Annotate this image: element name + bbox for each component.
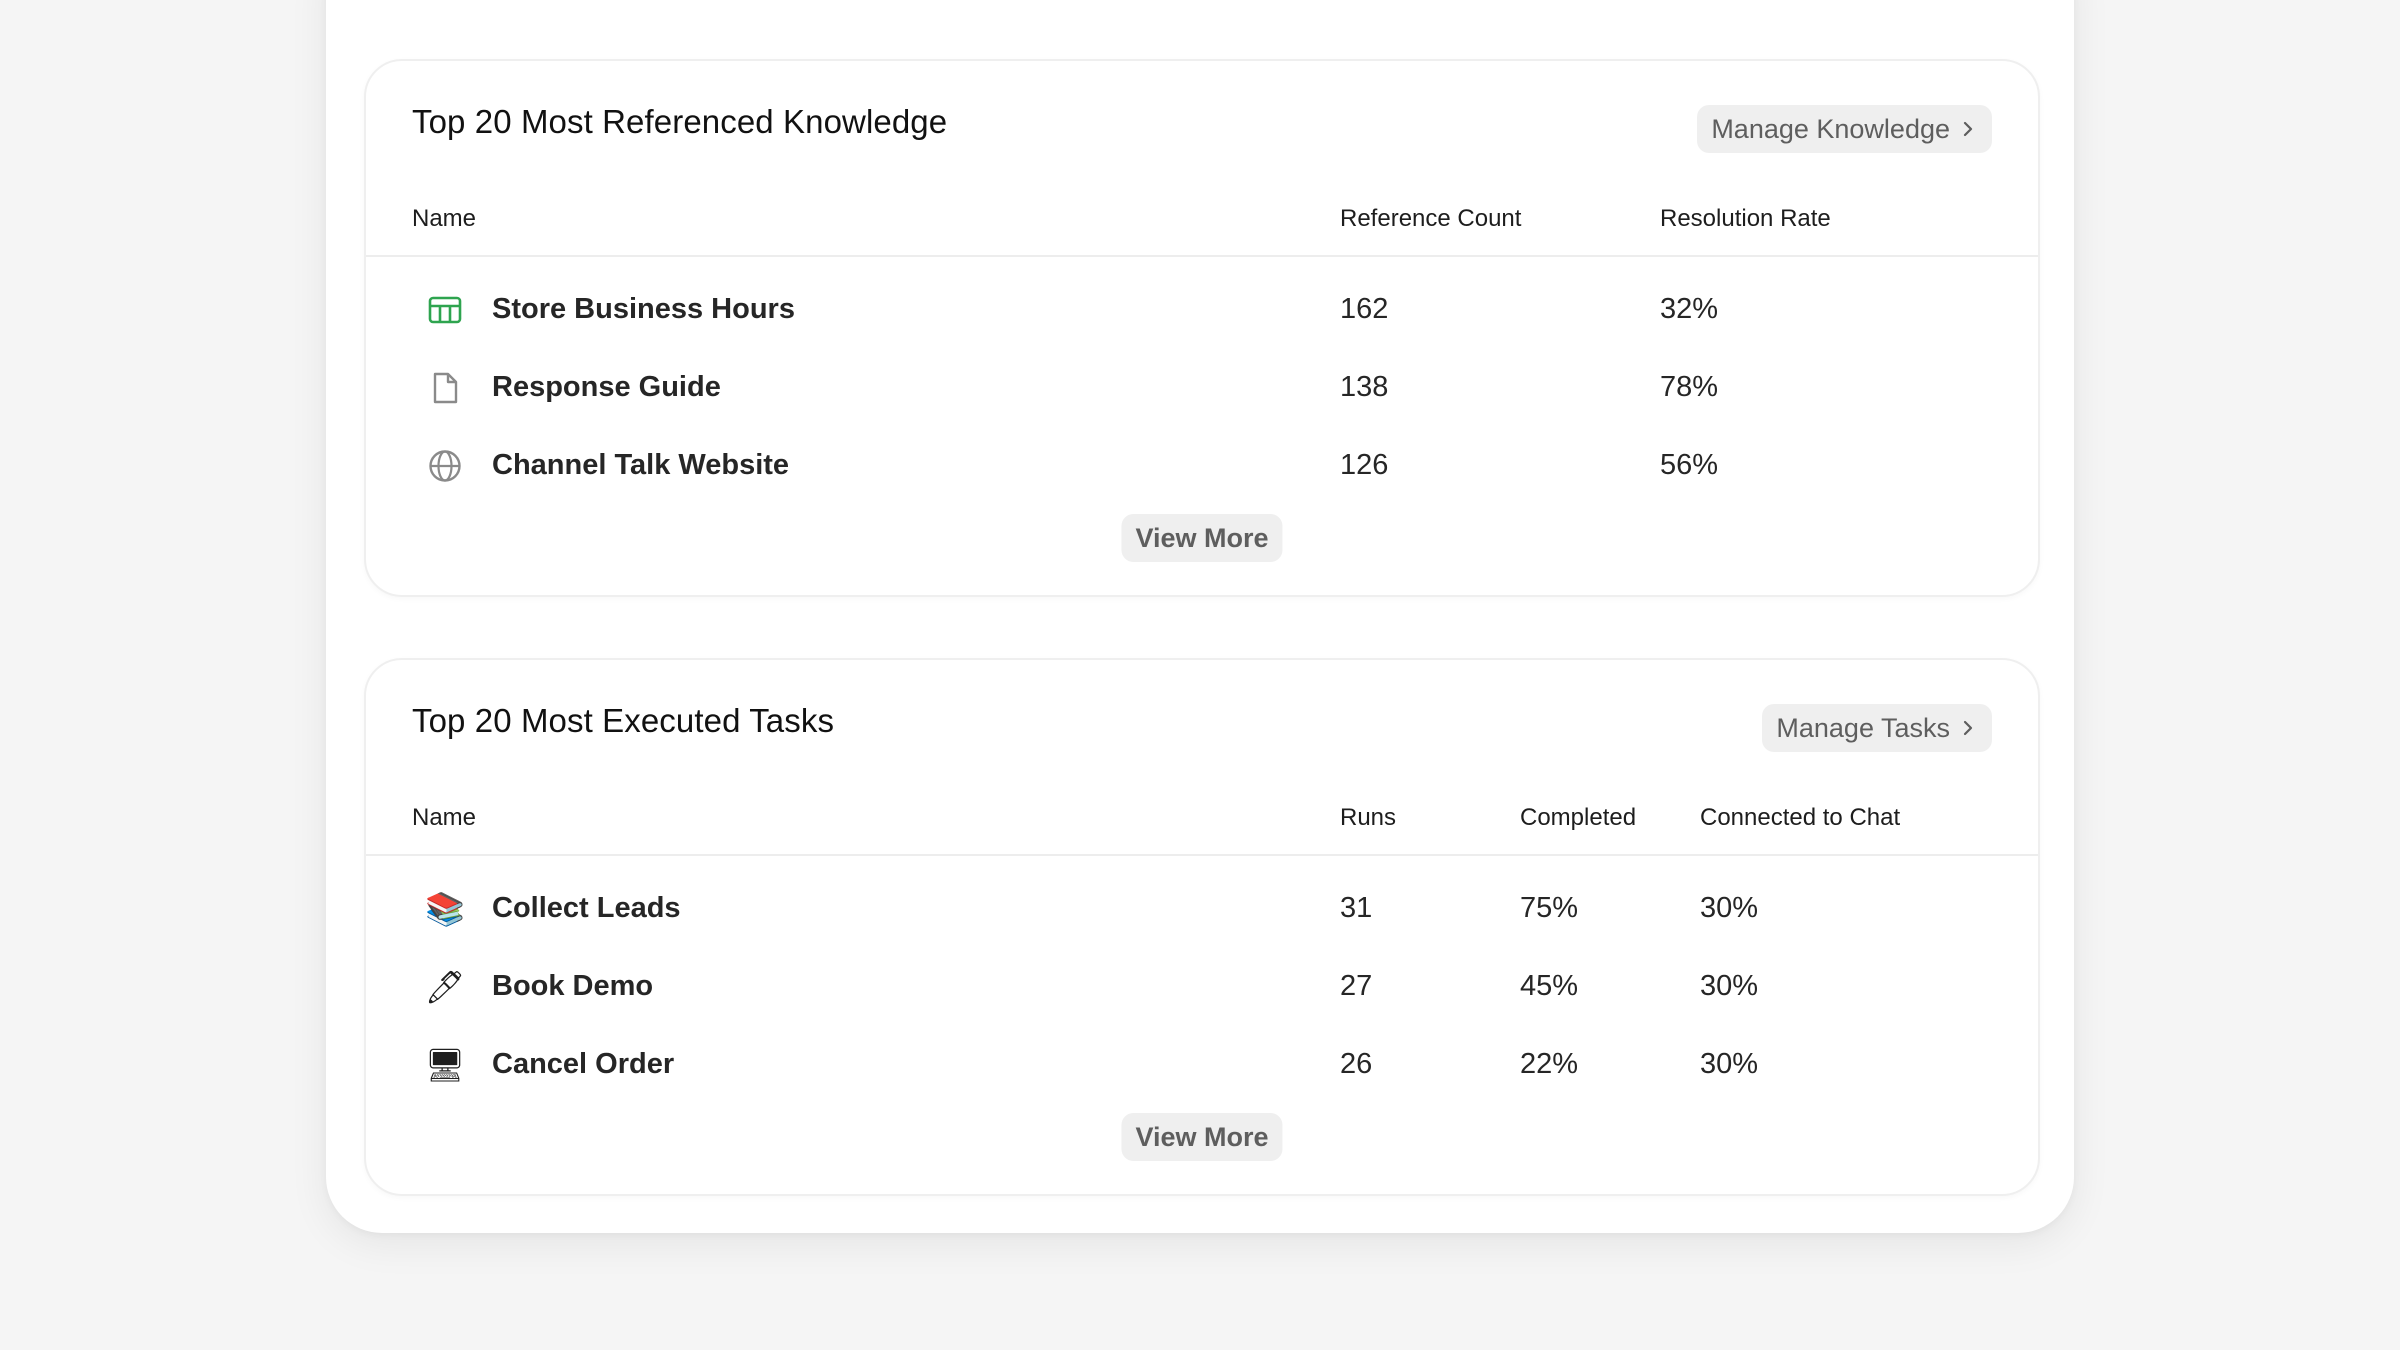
manage-knowledge-label: Manage Knowledge	[1711, 114, 1950, 144]
column-header-resolution-rate: Resolution Rate	[1660, 205, 1831, 232]
knowledge-table-header	[366, 199, 2038, 257]
table-row[interactable]	[366, 874, 2038, 944]
document-icon	[426, 369, 464, 407]
completed-rate: 45%	[1520, 970, 1579, 1002]
column-header-connected-to-chat: Connected to Chat	[1700, 804, 1901, 831]
resolution-rate: 78%	[1660, 371, 1719, 403]
table-row[interactable]	[366, 1030, 2038, 1100]
table-row[interactable]	[366, 275, 2038, 345]
tasks-view-more-button[interactable]: View More	[1121, 1113, 1282, 1161]
column-header-reference-count: Reference Count	[1340, 205, 1522, 232]
runs-count: 31	[1340, 892, 1373, 924]
knowledge-name: Store Business Hours	[492, 293, 795, 325]
column-header-runs: Runs	[1340, 804, 1397, 831]
completed-rate: 22%	[1520, 1048, 1579, 1080]
connected-rate: 30%	[1700, 1048, 1759, 1080]
desktop-computer-icon: 🖥	[424, 1047, 466, 1083]
manage-tasks-label: Manage Tasks	[1776, 713, 1950, 743]
knowledge-card	[364, 59, 2040, 597]
pen-icon: 🖊	[424, 969, 466, 1005]
connected-rate: 30%	[1700, 970, 1759, 1002]
table-row[interactable]	[366, 431, 2038, 501]
reference-count: 162	[1340, 293, 1389, 325]
globe-icon	[426, 447, 464, 485]
connected-rate: 30%	[1700, 892, 1759, 924]
tasks-table-header	[366, 798, 2038, 856]
reference-count: 138	[1340, 371, 1389, 403]
column-header-name: Name	[412, 205, 477, 232]
knowledge-card-title: Top 20 Most Referenced Knowledge	[412, 103, 948, 140]
books-icon: 📚	[425, 891, 465, 927]
completed-rate: 75%	[1520, 892, 1579, 924]
chevron-right-icon	[1956, 716, 1980, 740]
chevron-right-icon	[1956, 117, 1980, 141]
tasks-card	[364, 658, 2040, 1196]
column-header-completed: Completed	[1520, 804, 1637, 831]
task-name: Collect Leads	[492, 892, 681, 924]
reference-count: 126	[1340, 449, 1389, 481]
manage-tasks-button[interactable]	[1762, 704, 1992, 752]
task-name: Book Demo	[492, 970, 654, 1002]
column-header-name: Name	[412, 804, 477, 831]
tasks-card-title: Top 20 Most Executed Tasks	[412, 702, 835, 739]
resolution-rate: 32%	[1660, 293, 1719, 325]
dashboard-panel	[326, 0, 2074, 1233]
manage-knowledge-button[interactable]	[1697, 105, 1992, 153]
knowledge-name: Channel Talk Website	[492, 449, 790, 481]
table-row[interactable]	[366, 952, 2038, 1022]
resolution-rate: 56%	[1660, 449, 1719, 481]
runs-count: 26	[1340, 1048, 1373, 1080]
knowledge-name: Response Guide	[492, 371, 721, 403]
task-name: Cancel Order	[492, 1048, 675, 1080]
table-row[interactable]	[366, 353, 2038, 423]
runs-count: 27	[1340, 970, 1373, 1002]
table-icon	[426, 291, 464, 329]
knowledge-view-more-button[interactable]: View More	[1121, 514, 1282, 562]
